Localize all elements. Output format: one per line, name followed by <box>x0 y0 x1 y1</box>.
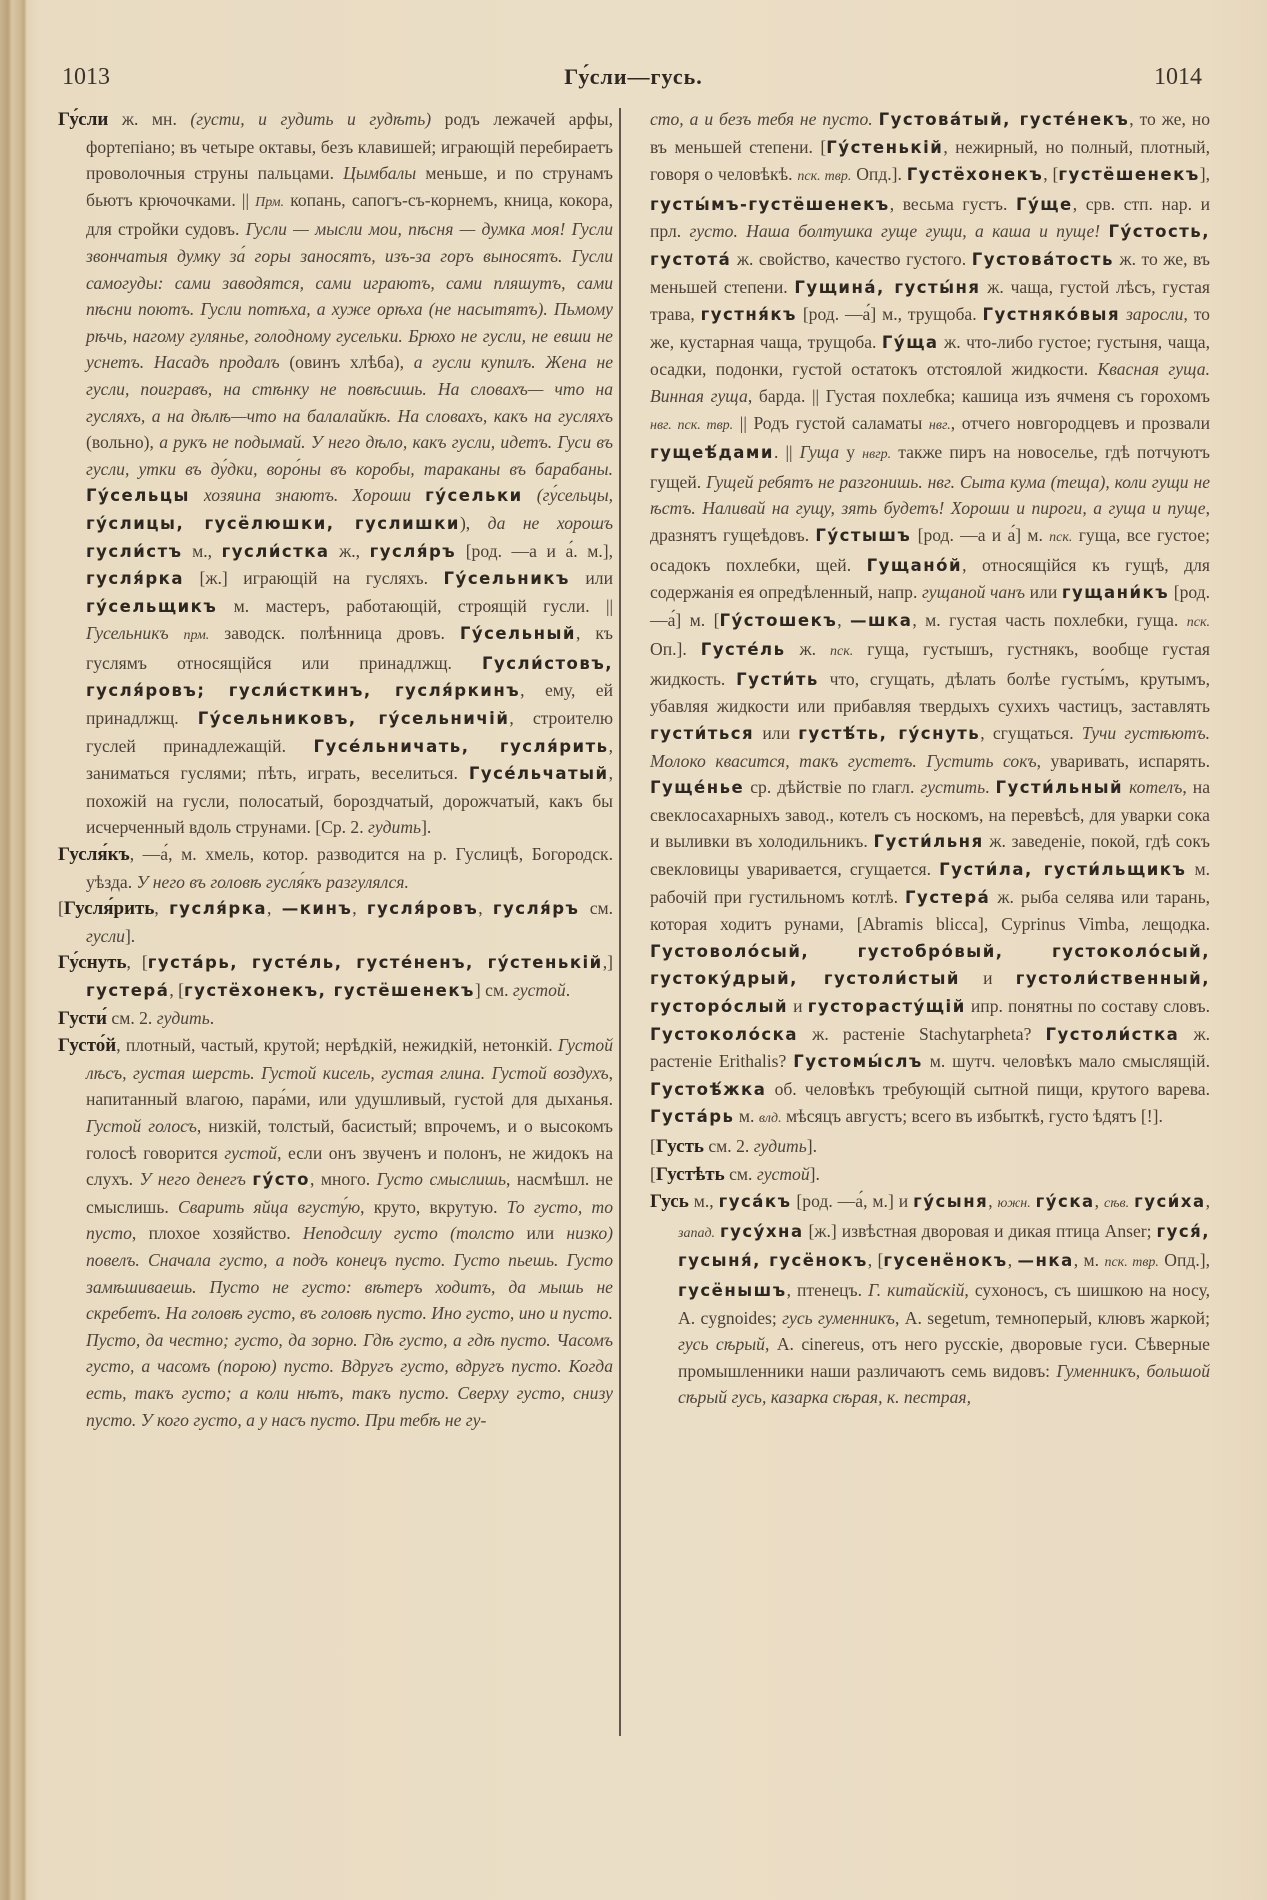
dictionary-entry: Густи́ см. 2. гудить. <box>58 1007 215 1029</box>
dictionary-entry: [Густь см. 2. гудить]. <box>650 1135 817 1157</box>
page-number-right: 1014 <box>1154 64 1202 90</box>
left-column <box>58 106 613 1433</box>
page-header <box>0 64 1267 94</box>
column-divider <box>619 108 621 1736</box>
dictionary-entry: [Густѣть см. густой]. <box>650 1163 820 1185</box>
dictionary-entry: Гу́сли ж. мн. (густи, и гудить и гудѣть) родъ лежачей арфы, фортепіано; въ четыре октавы, безъ клавишей; играющій перебираетъ проволочныя струны пальцами. Цымбалы меньше, и по струнамъ бьютъ крючочками. || Прм. копань, сапогъ-съ-корнемъ, кница, кокора, для стройки судовъ. Гусли — мысли мои, пѣсня — думка моя! Гусли звончатыя думку за́ горы заносятъ, изъ-за горъ выносятъ. Гусли самогуды: сами заводятся, сами играютъ, сами пляшутъ, сами пѣсни поютъ. Гусли потѣха, а хуже орѣха (не насытятъ). Пьмому рѣчь, нагому гулянье, голодному гусельки. Брюхо не гусли, не евши не уснетъ. Насадъ продалъ (овинъ хлѣба), а гусли купилъ. Жена не гусли, поигравъ, на стѣнку не повѣсишь. На словахъ— что на гусляхъ, а на дѣлѣ—что на балалайкѣ. На словахъ, какъ на гусляхъ (вольно), а рукъ не подымай. У него дѣло, какъ гусли, идетъ. Гуси въ гусли, утки въ ду́дки, воро́ны въ коробы, тараканы въ барабаны. Гу́сельцы хозяина знаютъ. Хороши гу́сельки (гу́сельцы, гу́слицы, гусёлюшки, гуслишки), да не хорошъ гусли́стъ м., гусли́стка ж., гусля́ръ [род. —а и а́. м.], гусля́рка [ж.] играющій на гусляхъ. Гу́сельникъ или гу́сельщикъ м. мастеръ, работающій, строящій гусли. || Гусельникъ прм. заводск. полѣнница дровъ. Гу́сельный, къ гуслямъ относящійся или принадлжщ. Гусли́стовъ, гусля́ровъ; гусли́сткинъ, гусля́ркинъ, ему, ей принадлжщ. Гу́сельниковъ, гу́сельничій, строителю гуслей принадлежащій. Гусе́льничать, гусля́рить, заниматься гуслями; пѣть, играть, веселиться. Гусе́льчатый, похожій на гусли, полосатый, бороздчатый, дорожчатый, какъ бы исчерченный вдоль струнами. [Ср. 2. гудить]. <box>58 109 614 838</box>
dictionary-entry: Гу́снуть, [густа́рь, густе́ль, густе́ненъ, гу́стенькій,] густера́, [густёхонекъ, густёшенекъ] см. густой. <box>58 952 613 1000</box>
right-column <box>650 106 1210 1411</box>
page-number-left: 1013 <box>62 64 110 90</box>
entry-continuation: сто, а и безъ тебя не пусто. Густова́тый, густе́некъ, то же, но въ меньшей степени. [Гу́стенькій, нежирный, но полный, плотный, говоря о человѣкѣ. пск. твр. Опд.]. Густёхонекъ, [густёшенекъ], густы́мъ-густёшенекъ, весьма густъ. Гу́ще, срв. стп. нар. и прл. густо. Наша болтушка гуще гущи, а каша и пуще! Гу́стость, густота́ ж. свойство, качество густого. Густова́тость ж. то же, въ меньшей степени. Гущина́, густы́ня ж. чаща, густой лѣсъ, густая трава, густня́къ [род. —а́] м., трущоба. Густняко́выя заросли, то же, кустарная чаща, трущоба. Гу́ща ж. что-либо густое; густыня, чаща, осадки, подонки, густой остатокъ отстоялой жидкости. Квасная гуща. Винная гуща, барда. || Густая похлебка; кашица изъ ячменя съ горохомъ нвг. пск. твр. || Родъ густой саламаты нвг., отчего новгородцевъ и прозвали гущеѣ́дами. || Гуща у нвгр. также пиръ на новоселье, гдѣ потчуютъ гущей. Гущей ребятъ не разгонишь. нвг. Сыта кума (теща), коли гущи не ѣстъ. Наливай на гущу, зять будетъ! Хороши и пироги, а гуща и пуще, дразнятъ гущеѣдовъ. Гу́стышъ [род. —а и а́] м. пск. гуща, все густое; осадокъ похлебки, щей. Гущано́й, относящійся къ гущѣ, для содержанія ея опредѣленный, напр. гущаной чанъ или гущани́къ [род. —а́] м. [Гу́стошекъ, —шка, м. густая часть похлебки, гуща. пск. Оп.]. Густе́ль ж. пск. гуща, густышъ, густнякъ, вообще густая жидкость. Густи́ть что, сгущать, дѣлать болѣе густы́мъ, крутымъ, убавляя жидкости или прибавляя твердыхъ сухихъ частицъ, заставлять густи́ться или густѣ́ть, гу́снуть, сгущаться. Тучи густѣютъ. Молоко квасится, такъ густетъ. Густить сокъ, уваривать, испарять. Гуще́нье ср. дѣйствіе по глагл. густить. Густи́льный котелъ, на свеклосахарныхъ завод., котелъ съ носкомъ, на перевѣсѣ, для уварки сока и выливки въ холодильникъ. Густи́льня ж. заведеніе, покой, гдѣ сокъ свекловицы уваривается, сгущается. Густи́ла, густи́льщикъ м. рабочій при густильномъ котлѣ. Густера́ ж. рыба селява или тарань, которая ходитъ рунами, [Abramis blicca], Cyprinus Vimba, лещодка. Густоволо́сый, густобро́вый, густоколо́сый, густоку́дрый, густоли́стый и густоли́ственный, густоро́слый и густорасту́щій ипр. понятны по составу словъ. Густоколо́ска ж. растеніе Stachytarpheta? Густоли́стка ж. растеніе Erithalis? Густомы́слъ м. шутч. человѣкъ мало смыслящій. Густоѣ́жка об. человѣкъ требующій сытной пищи, крутого варева. Густа́рь м. влд. мѣсяцъ августъ; всего въ избыткѣ, густо ѣдятъ [!]. <box>650 109 1211 1127</box>
dictionary-entry: Гусь м., гуса́къ [род. —а́, м.] и гу́сыня, южн. гу́ска, сѣв. гуси́ха, запад. гусу́хна [ж.] извѣстная дворовая и дикая птица Anser; гуся́, гусыня́, гусёнокъ, [гусенёнокъ, —нка, м. пск. твр. Опд.], гусёнышъ, птенецъ. Г. китайскій, сухоносъ, съ шишкою на носу, A. cygnoides; гусь гуменникъ, A. segetum, темноперый, клювъ жаркой; гусь сѣрый, A. cinereus, отъ него русскіе, дворовые гуси. Сѣверные промышленники наши различаютъ семь видовъ: Гуменникъ, большой сѣрый гусь, казарка сѣрая, к. пестрая, <box>650 1191 1211 1408</box>
dictionary-entry: Гусля́къ, —а́, м. хмель, котор. разводится на р. Гуслицѣ, Богородск. уѣзда. У него въ головѣ гусля́къ разгулялся. <box>58 844 613 892</box>
dictionary-entry: Густо́й, плотный, частый, крутой; нерѣдкій, нежидкій, нетонкій. Густой лѣсъ, густая шерсть. Густой кисель, густая глина. Густой воздухъ, напитанный влагою, пара́ми, или удушливый, густой для дыханья. Густой голосъ, низкій, толстый, басистый; впрочемъ, и о высокомъ голосѣ говорится густой, если онъ звученъ и полонъ, не жидокъ на слухъ. У него денегъ гу́сто, много. Густо смыслишь, насмѣшл. не смыслишь. Сварить яйца вгусту́ю, круто, вкрутую. То густо, то пусто, плохое хозяйство. Неподсилу густо (толсто или низко) повелъ. Сначала густо, а подъ конецъ пусто. Густо пьешь. Густо замѣшиваешь. Пусто не густо: вѣтеръ ходитъ, да мышь не скребетъ. На головѣ густо, въ головѣ пусто. Ино густо, ино и пусто. Пусто, да честно; густо, да зорно. Гдѣ густо, а гдѣ пусто. Часомъ густо, а часомъ (порою) пусто. Вдругъ густо, вдругъ пусто. Когда есть, такъ густо; а коли нѣтъ, такъ пусто. Сверху густо, снизу пусто. У кого густо, а у насъ пусто. При тебѣ не гу- <box>58 1035 613 1430</box>
running-head: Гу́сли—гусь. <box>564 64 703 89</box>
dictionary-entry: [Гусля́рить, гусля́рка, —кинъ, гусля́ровъ, гусля́ръ см. гусли]. <box>58 898 614 946</box>
